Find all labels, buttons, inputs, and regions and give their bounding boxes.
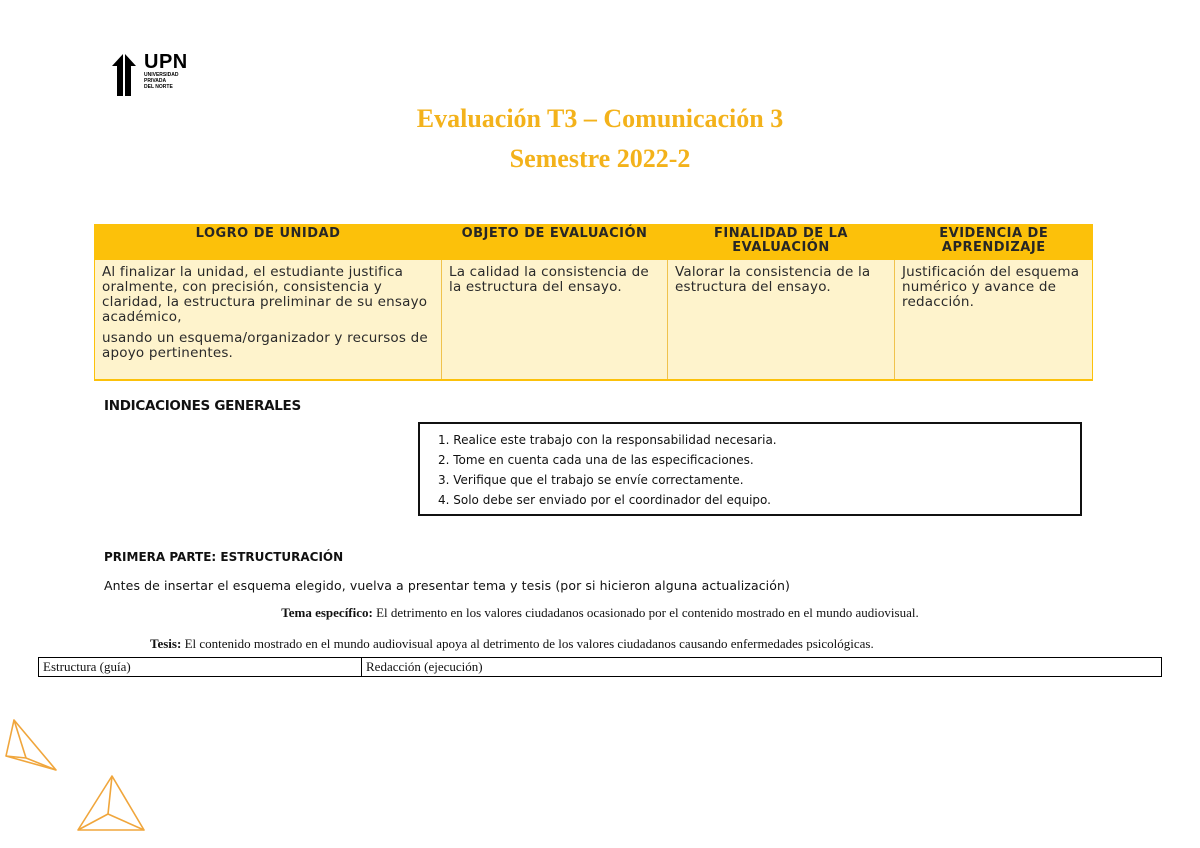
header-finalidad: FINALIDAD DE LA EVALUACIÓN (668, 224, 895, 260)
triangle-decoration-icon (4, 718, 58, 774)
structure-table-header (39, 658, 1162, 677)
structure-table (38, 657, 1162, 677)
cell-objeto (442, 260, 668, 380)
page-title: Evaluación T3 – Comunicación 3 (416, 104, 784, 133)
cell-finalidad (668, 260, 895, 380)
tesis (150, 636, 874, 652)
logo-subtitle-1: UNIVERSIDAD (144, 72, 179, 78)
primera-parte-instruction: Antes de insertar el esquema elegido, vuelva a presentar tema y tesis (por si hicieron alguna actualización) (104, 578, 791, 593)
indicaciones-list (438, 430, 1080, 510)
evaluation-table (94, 224, 1093, 381)
indicacion-item-2: 2. Tome en cuenta cada una de las especificaciones. (438, 453, 754, 467)
tema-label: Tema específico: (281, 605, 373, 620)
tema-especifico (0, 605, 1200, 621)
indicacion-item-4: 4. Solo debe ser enviado por el coordinador del equipo. (438, 493, 771, 507)
indicacion-item-3: 3. Verifique que el trabajo se envíe correctamente. (438, 473, 744, 487)
logo-wordmark: UPN (144, 51, 188, 73)
logo-subtitle-2: PRIVADA (144, 78, 167, 84)
header-objeto: OBJETO DE EVALUACIÓN (442, 224, 668, 260)
page-subtitle: Semestre 2022-2 (509, 144, 691, 173)
cell-evidencia (895, 260, 1093, 380)
upn-logo (108, 52, 198, 100)
logro-paragraph-1: Al finalizar la unidad, el estudiante justifica oralmente, con precisión, consistencia y claridad, la estructura preliminar de su ensayo académico, (102, 264, 428, 325)
structure-col-redaccion: Redacción (ejecución) (362, 658, 1162, 677)
indicaciones-heading: INDICACIONES GENERALES (104, 398, 301, 414)
triangle-decoration-icon-2 (76, 774, 146, 832)
tesis-value: El contenido mostrado en el mundo audiovisual apoya al detrimento de los valores ciudadanos causando enfermedades psicológicas. (181, 636, 874, 651)
evaluation-table-row (95, 260, 1093, 380)
structure-col-estructura: Estructura (guía) (39, 658, 362, 677)
header-evidencia: EVIDENCIA DE APRENDIZAJE (895, 224, 1093, 260)
evaluation-table-header (95, 224, 1093, 260)
logro-paragraph-2: usando un esquema/organizador y recursos de apoyo pertinentes. (102, 330, 428, 361)
logo-subtitle-3: DEL NORTE (144, 84, 173, 90)
finalidad-text: Valorar la consistencia de la estructura del ensayo. (675, 264, 871, 295)
header-logro: LOGRO DE UNIDAD (95, 224, 442, 260)
tesis-label: Tesis: (150, 636, 182, 651)
upn-arrow-icon (108, 52, 142, 96)
objeto-text: La calidad la consistencia de la estructura del ensayo. (449, 264, 649, 295)
tema-value: El detrimento en los valores ciudadanos ocasionado por el contenido mostrado en el mundo audiovisual. (372, 605, 919, 620)
primera-parte-heading: PRIMERA PARTE: ESTRUCTURACIÓN (104, 550, 344, 564)
indicacion-item-1: 1. Realice este trabajo con la responsabilidad necesaria. (438, 433, 777, 447)
evidencia-text: Justificación del esquema numérico y avance de redacción. (902, 264, 1080, 310)
indicaciones-box (418, 422, 1082, 516)
cell-logro (95, 260, 442, 380)
